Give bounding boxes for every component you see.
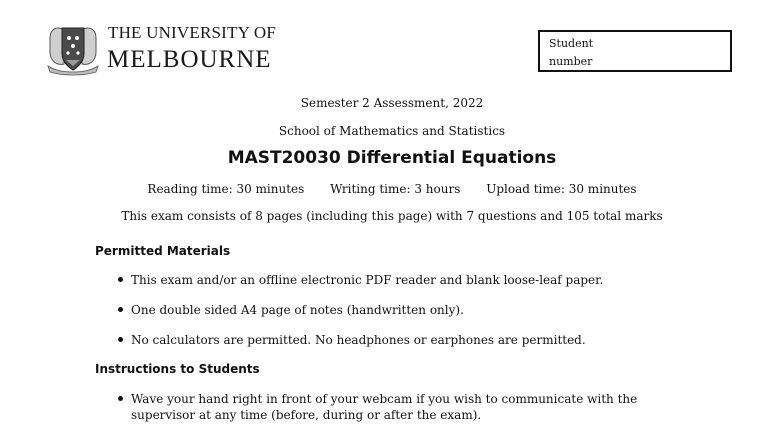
permitted-item-text: This exam and/or an offline electronic PDF reader and blank loose-leaf paper. — [131, 273, 604, 287]
permitted-item-text: No calculators are permitted. No headphones or earphones are permitted. — [131, 333, 586, 347]
permitted-item — [118, 273, 603, 287]
school-line: School of Mathematics and Statistics — [278, 124, 506, 138]
writing-time: Writing time: 3 hours — [330, 182, 461, 196]
university-name-line1: THE UNIVERSITY OF — [108, 23, 277, 42]
permitted-item — [118, 333, 586, 347]
bullet-icon — [118, 337, 123, 342]
university-logo — [44, 20, 277, 78]
subject-title: MAST20030 Differential Equations — [227, 148, 557, 168]
student-number-box — [538, 30, 732, 72]
semester-line: Semester 2 Assessment, 2022 — [300, 96, 484, 110]
exam-consists-line: This exam consists of 8 pages (including this page) with 7 questions and 105 total marks — [121, 209, 663, 223]
reading-time: Reading time: 30 minutes — [147, 182, 305, 196]
permitted-item — [118, 303, 464, 317]
number-label: number — [549, 55, 593, 68]
instructions-heading: Instructions to Students — [95, 362, 260, 376]
bullet-icon — [118, 277, 123, 282]
permitted-item-text: One double sided A4 page of notes (handwritten only). — [131, 303, 464, 317]
upload-time: Upload time: 30 minutes — [486, 182, 637, 196]
bullet-icon — [118, 396, 123, 401]
instruction-item-continuation: supervisor at any time (before, during or after the exam). — [131, 408, 482, 422]
student-label: Student — [549, 37, 594, 50]
bullet-icon — [118, 307, 123, 312]
exam-times — [0, 182, 784, 196]
instruction-item-text: Wave your hand right in front of your webcam if you wish to communicate with the — [131, 392, 638, 406]
university-name-line2: MELBOURNE — [107, 46, 272, 73]
permitted-materials-heading: Permitted Materials — [95, 244, 231, 258]
university-crest-icon — [44, 24, 102, 76]
instruction-item — [118, 392, 637, 406]
